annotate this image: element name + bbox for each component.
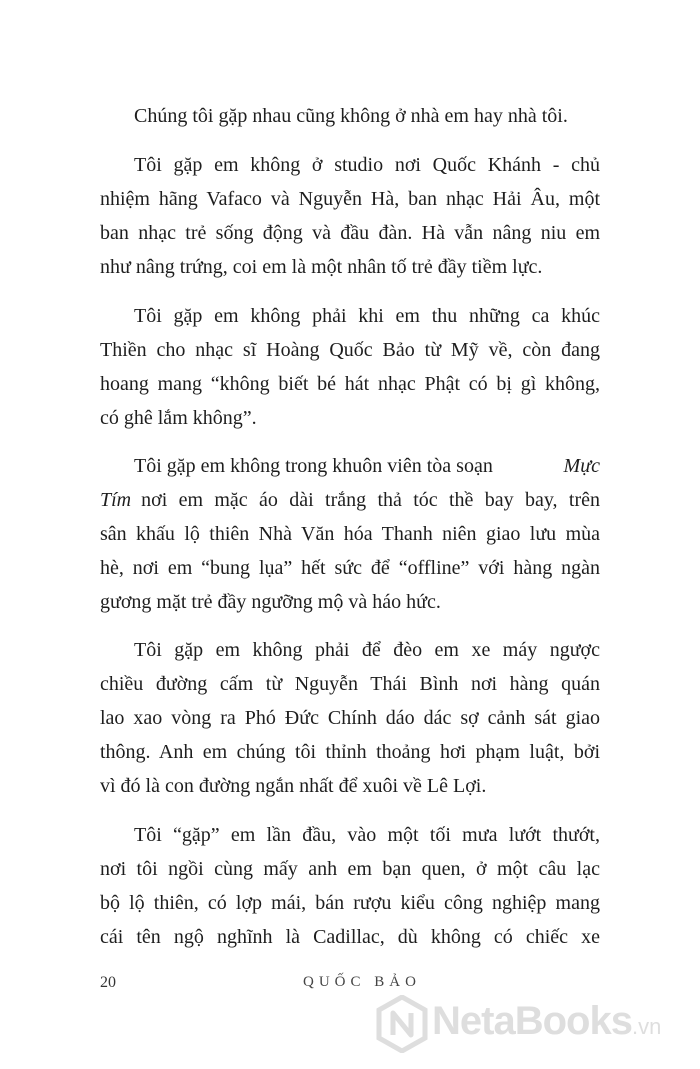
text-line: nơi tôi ngồi cùng mấy anh em bạn quen, ở một câu lạc <box>100 858 600 880</box>
text-line <box>100 451 600 481</box>
italic-title: Tím <box>100 489 132 511</box>
text-line: bộ lộ thiên, có lợp mái, bán rượu kiểu công nghiệp mang <box>100 892 600 914</box>
text-line: nhiệm hãng Vafaco và Nguyễn Hà, ban nhạc Hải Âu, một <box>100 188 600 210</box>
text-line: lao xao vòng ra Phó Đức Chính dáo dác sợ cảnh sát giao <box>100 707 600 729</box>
text-line: hè, nơi em “bung lụa” hết sức để “offline” với hàng ngàn <box>100 557 600 579</box>
text-line: có ghê lắm không”. <box>100 407 257 429</box>
text-line: gương mặt trẻ đầy ngưỡng mộ và háo hức. <box>100 591 441 613</box>
text-line: hoang mang “không biết bé hát nhạc Phật có bị gì không, <box>100 373 600 395</box>
text-line <box>100 485 600 515</box>
text-line: Thiền cho nhạc sĩ Hoàng Quốc Bảo từ Mỹ về, còn đang <box>100 339 600 361</box>
watermark-brand-name: NetaBooks <box>432 999 632 1043</box>
text-line: thông. Anh em chúng tôi thỉnh thoảng hơi phạm luật, bởi <box>100 741 600 763</box>
text-line: Tôi “gặp” em lần đầu, vào một tối mưa lướt thướt, <box>134 824 600 846</box>
text-line: Tôi gặp em không phải để đèo em xe máy ngược <box>134 639 600 661</box>
running-title: QUỐC BẢO <box>303 974 421 990</box>
netabooks-logo-icon <box>376 995 428 1058</box>
text-line: ban nhạc trẻ sống động và đầu đàn. Hà vẫn nâng niu em <box>100 222 600 244</box>
text-line: cái tên ngộ nghĩnh là Cadillac, dù không có chiếc xe <box>100 926 600 948</box>
text-line: như nâng trứng, coi em là một nhân tố trẻ đầy tiềm lực. <box>100 256 543 278</box>
text-line: sân khấu lộ thiên Nhà Văn hóa Thanh niên giao lưu mùa <box>100 523 600 545</box>
italic-title: Mực <box>563 455 600 477</box>
page-number: 20 <box>100 974 116 991</box>
watermark <box>376 995 696 1059</box>
text-segment: nơi em mặc áo dài trắng thả tóc thề bay bay, trên <box>141 489 600 511</box>
text-line: chiều đường cấm từ Nguyễn Thái Bình nơi hàng quán <box>100 673 600 695</box>
text-line: vì đó là con đường ngắn nhất để xuôi về Lê Lợi. <box>100 775 487 797</box>
watermark-suffix: .vn <box>631 1014 662 1039</box>
text-line: Chúng tôi gặp nhau cũng không ở nhà em hay nhà tôi. <box>134 105 568 127</box>
text-line: Tôi gặp em không phải khi em thu những ca khúc <box>134 305 600 327</box>
text-segment: Tôi gặp em không trong khuôn viên tòa soạn <box>134 455 493 477</box>
watermark-brand <box>432 999 661 1044</box>
text-line: Tôi gặp em không ở studio nơi Quốc Khánh - chủ <box>134 154 600 176</box>
